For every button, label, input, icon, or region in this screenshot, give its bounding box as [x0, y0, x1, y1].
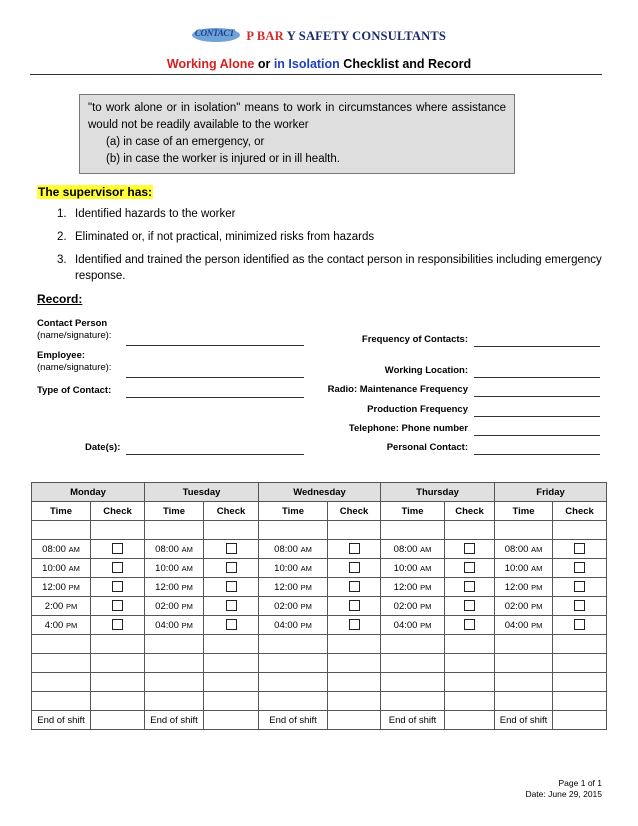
record-heading: Record: [37, 292, 83, 306]
ampm-label: PM [420, 582, 432, 592]
type-of-contact-field[interactable] [126, 397, 304, 398]
time-cell [381, 540, 445, 559]
time-cell [145, 616, 204, 635]
ampm-label: PM [531, 620, 543, 630]
time-header: Time [495, 502, 553, 521]
day-header-monday: Monday [32, 483, 145, 502]
checkbox[interactable] [464, 581, 475, 592]
working-location-label: Working Location: [384, 365, 468, 376]
checkbox[interactable] [112, 600, 123, 611]
end-of-shift-cell: End of shift [32, 711, 91, 730]
type-of-contact-label: Type of Contact: [37, 385, 112, 396]
radio-frequency-label: Radio: Maintenance Frequency [327, 384, 468, 395]
checkbox[interactable] [464, 562, 475, 573]
end-of-shift-check[interactable] [328, 711, 381, 730]
checkbox[interactable] [226, 562, 237, 573]
blank-row [32, 673, 607, 692]
supervisor-list [57, 206, 605, 291]
blank-row [32, 635, 607, 654]
time-cell [259, 578, 328, 597]
check-cell [91, 597, 145, 616]
telephone-label: Telephone: Phone number [348, 423, 468, 434]
day-header-wednesday: Wednesday [259, 483, 381, 502]
ampm-label: PM [420, 620, 432, 630]
time-cell [495, 559, 553, 578]
checkbox[interactable] [464, 543, 475, 554]
time-cell [381, 559, 445, 578]
time-value: 08:00 [504, 543, 529, 555]
list-item: 3. Identified and trained the person identified as the contact person in responsibilities including emergency response. [57, 254, 602, 282]
time-value: 2:00 [44, 600, 64, 612]
day-header-thursday: Thursday [381, 483, 495, 502]
end-of-shift-check[interactable] [553, 711, 607, 730]
blank-row [32, 654, 607, 673]
check-header: Check [91, 502, 145, 521]
time-cell [32, 559, 91, 578]
time-value: 04:00 [504, 619, 529, 631]
check-cell [204, 540, 259, 559]
check-cell [328, 540, 381, 559]
time-header: Time [259, 502, 328, 521]
supervisor-heading: The supervisor has: [38, 185, 153, 199]
time-value: 08:00 [274, 543, 298, 555]
page-number: Page 1 of 1 [558, 778, 602, 788]
time-value: 02:00 [504, 600, 529, 612]
check-header: Check [445, 502, 495, 521]
end-of-shift-check[interactable] [204, 711, 259, 730]
ampm-label: PM [181, 582, 193, 592]
checkbox[interactable] [226, 600, 237, 611]
time-value: 4:00 [44, 619, 64, 631]
end-of-shift-cell: End of shift [145, 711, 204, 730]
personal-contact-label: Personal Contact: [386, 442, 468, 453]
time-row [32, 578, 607, 597]
schedule-table [31, 482, 607, 730]
time-cell [259, 540, 328, 559]
time-cell [495, 616, 553, 635]
employee-field[interactable] [126, 377, 304, 378]
check-cell [553, 578, 607, 597]
time-value: 04:00 [274, 619, 298, 631]
blank-row [32, 521, 607, 540]
time-value: 12:00 [42, 581, 66, 593]
time-row [32, 540, 607, 559]
check-cell [445, 578, 495, 597]
time-value: 10:00 [393, 562, 418, 574]
ampm-label: PM [420, 601, 432, 611]
time-cell [259, 616, 328, 635]
time-value: 04:00 [393, 619, 418, 631]
radio-frequency-field[interactable] [474, 396, 600, 397]
ampm-label: PM [68, 582, 80, 592]
working-location-field[interactable] [474, 377, 600, 378]
checkbox[interactable] [112, 581, 123, 592]
checkbox[interactable] [226, 543, 237, 554]
definition-item-b: (b) in case the worker is injured or in ill health. [106, 153, 340, 165]
time-value: 02:00 [155, 600, 179, 612]
time-cell [145, 559, 204, 578]
check-cell [328, 559, 381, 578]
list-item: 1. Identified hazards to the worker [57, 208, 236, 220]
definition-item-a: (a) in case of an emergency, or [106, 136, 265, 148]
time-value: 10:00 [42, 562, 66, 574]
check-cell [445, 559, 495, 578]
personal-contact-field[interactable] [474, 454, 600, 455]
time-cell [32, 597, 91, 616]
time-value: 08:00 [393, 543, 418, 555]
ampm-label: AM [531, 544, 543, 554]
end-of-shift-check[interactable] [445, 711, 495, 730]
time-cell [145, 597, 204, 616]
time-cell [495, 540, 553, 559]
ampm-label: AM [531, 563, 543, 573]
ampm-label: PM [300, 582, 312, 592]
time-cell [381, 597, 445, 616]
time-value: 04:00 [155, 619, 179, 631]
checkbox[interactable] [574, 581, 585, 592]
day-header-tuesday: Tuesday [145, 483, 259, 502]
dates-label: Date(s): [85, 442, 121, 453]
check-cell [445, 616, 495, 635]
check-cell [328, 597, 381, 616]
checkbox[interactable] [226, 619, 237, 630]
title-divider [30, 74, 602, 75]
definition-box [79, 94, 515, 174]
check-cell [91, 540, 145, 559]
check-header: Check [328, 502, 381, 521]
page-footer [525, 778, 602, 800]
check-cell [204, 597, 259, 616]
check-header: Check [553, 502, 607, 521]
check-header: Check [204, 502, 259, 521]
contact-person-sublabel: (name/signature): [37, 330, 112, 341]
time-value: 08:00 [155, 543, 179, 555]
check-cell [91, 616, 145, 635]
time-cell [32, 616, 91, 635]
checkbox[interactable] [464, 619, 475, 630]
time-cell [495, 578, 553, 597]
time-value: 10:00 [274, 562, 298, 574]
check-cell [204, 559, 259, 578]
time-cell [381, 578, 445, 597]
time-row [32, 597, 607, 616]
checkbox[interactable] [112, 543, 123, 554]
ampm-label: PM [531, 582, 543, 592]
time-value: 02:00 [274, 600, 298, 612]
checkbox[interactable] [349, 543, 360, 554]
telephone-field[interactable] [474, 435, 600, 436]
checkbox[interactable] [349, 619, 360, 630]
checkbox[interactable] [574, 543, 585, 554]
check-cell [328, 616, 381, 635]
time-header: Time [381, 502, 445, 521]
time-cell [495, 597, 553, 616]
ampm-label: PM [181, 620, 193, 630]
ampm-label: PM [531, 601, 543, 611]
production-frequency-field[interactable] [474, 416, 600, 417]
company-name: P BAR Y SAFETY CONSULTANTS [246, 28, 447, 43]
ampm-label: AM [181, 563, 193, 573]
ampm-label: AM [300, 563, 312, 573]
ampm-label: PM [300, 620, 312, 630]
check-cell [553, 597, 607, 616]
time-cell [259, 597, 328, 616]
contact-person-field[interactable] [126, 345, 304, 346]
ampm-label: PM [65, 620, 78, 630]
contact-badge: CONTACT [192, 26, 242, 46]
time-cell [145, 578, 204, 597]
checkbox[interactable] [574, 600, 585, 611]
check-cell [204, 616, 259, 635]
company-logo [0, 26, 638, 50]
list-item: 2. Eliminated or, if not practical, minimized risks from hazards [57, 231, 375, 243]
time-cell [32, 540, 91, 559]
time-row [32, 559, 607, 578]
time-row [32, 616, 607, 635]
time-cell [259, 559, 328, 578]
time-cell [32, 578, 91, 597]
checkbox[interactable] [349, 562, 360, 573]
time-value: 12:00 [393, 581, 418, 593]
blank-row [32, 692, 607, 711]
end-of-shift-check[interactable] [91, 711, 145, 730]
check-cell [91, 578, 145, 597]
time-header: Time [145, 502, 204, 521]
ampm-label: PM [181, 601, 193, 611]
checkbox[interactable] [464, 600, 475, 611]
check-cell [204, 578, 259, 597]
employee-label: Employee: [37, 350, 86, 361]
check-cell [328, 578, 381, 597]
checkbox[interactable] [349, 581, 360, 592]
ampm-label: AM [68, 544, 80, 554]
production-frequency-label: Production Frequency [367, 404, 468, 415]
check-cell [553, 616, 607, 635]
time-header: Time [32, 502, 91, 521]
check-cell [553, 559, 607, 578]
ampm-label: AM [420, 544, 432, 554]
check-cell [445, 540, 495, 559]
time-rows [32, 540, 607, 635]
checkbox[interactable] [112, 619, 123, 630]
contact-person-label: Contact Person [37, 318, 108, 329]
time-value: 08:00 [42, 543, 66, 555]
page-title: Working Alone or in Isolation Checklist and Record [166, 57, 472, 71]
ampm-label: AM [181, 544, 193, 554]
checkbox[interactable] [574, 619, 585, 630]
time-value: 12:00 [504, 581, 529, 593]
checkbox[interactable] [112, 562, 123, 573]
dates-field[interactable] [126, 454, 304, 455]
time-value: 02:00 [393, 600, 418, 612]
checkbox[interactable] [226, 581, 237, 592]
day-header-friday: Friday [495, 483, 607, 502]
checkbox[interactable] [574, 562, 585, 573]
definition-text: "to work alone or in isolation" means to work in circumstances where assistance would not be readily available to the worker [88, 102, 506, 131]
ampm-label: AM [68, 563, 80, 573]
end-of-shift-cell: End of shift [381, 711, 445, 730]
frequency-field[interactable] [474, 346, 600, 347]
employee-sublabel: (name/signature): [37, 362, 112, 373]
end-of-shift-cell: End of shift [259, 711, 328, 730]
end-of-shift-cell: End of shift [495, 711, 553, 730]
time-value: 10:00 [504, 562, 529, 574]
footer-date: Date: June 29, 2015 [525, 789, 602, 799]
ampm-label: PM [300, 601, 312, 611]
frequency-label: Frequency of Contacts: [361, 334, 468, 345]
check-cell [445, 597, 495, 616]
time-value: 12:00 [155, 581, 179, 593]
ampm-label: AM [300, 544, 312, 554]
time-value: 12:00 [274, 581, 298, 593]
check-cell [553, 540, 607, 559]
ampm-label: AM [420, 563, 432, 573]
time-cell [145, 540, 204, 559]
time-value: 10:00 [155, 562, 179, 574]
ampm-label: PM [65, 601, 78, 611]
end-of-shift-row [32, 711, 607, 730]
check-cell [91, 559, 145, 578]
time-cell [381, 616, 445, 635]
checkbox[interactable] [349, 600, 360, 611]
